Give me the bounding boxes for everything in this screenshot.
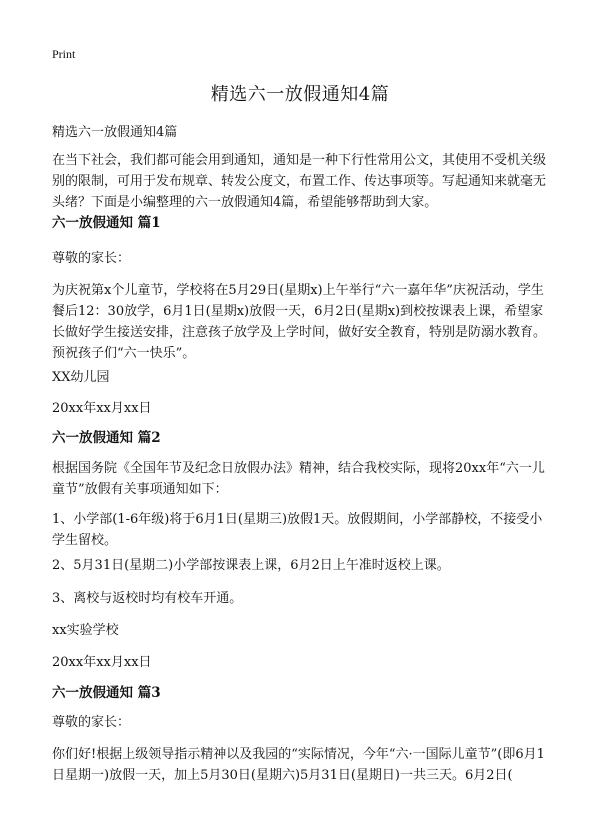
document-title: 精选六一放假通知4篇 (210, 84, 390, 105)
section2-date: 20xx年xx月xx日 (52, 655, 152, 670)
print-link[interactable]: Print (52, 47, 76, 61)
section-heading-2: 六一放假通知 篇2 (52, 430, 161, 446)
section-heading-1: 六一放假通知 篇1 (52, 215, 161, 231)
section1-body: 为庆祝第x个儿童节，学校将在5月29日(星期x)上午举行“六一嘉年华”庆祝活动，学生餐后12：30放学，6月1日(星期x)放假一天，6月2日(星期x)到校按课表上课，希望家长做好学生接送安排，注意孩子放学及上学时间，做好安全教育，特别是防溺水教育。预祝孩子们“六一快乐”。 (52, 283, 547, 361)
section-heading-3: 六一放假通知 篇3 (52, 685, 161, 701)
intro-paragraph: 在当下社会，我们都可能会用到通知，通知是一种下行性常用公文，其使用不受机关级别的限制，可用于发布规章、转发公度文，布置工作、传达事项等。写起通知来就毫无头绪？下面是小编整理的六一放假通知4篇，希望能够帮助到大家。 (52, 153, 547, 210)
section3-body: 你们好!根据上级领导指示精神以及我园的“实际情况，今年“六·一国际儿童节”(即6月1日星期一)放假一天，加上5月30日(星期六)5月31日(星期日)一共三天。6月2日( (52, 747, 545, 783)
section1-signature: XX幼儿园 (52, 370, 110, 385)
section1-date: 20xx年xx月xx日 (52, 401, 152, 416)
section1-greeting: 尊敬的家长： (52, 251, 131, 266)
section2-item-3: 3、离校与返校时均有校车开通。 (52, 591, 243, 606)
section2-signature: xx实验学校 (52, 623, 119, 638)
subtitle-text: 精选六一放假通知4篇 (52, 125, 178, 140)
section2-item-2: 2、5月31日(星期二)小学部按课表上课，6月2日上午准时返校上课。 (52, 558, 450, 573)
section2-body: 根据国务院《全国年节及纪念日放假办法》精神，结合我校实际，现将20xx年“六一儿童节”放假有关事项通知如下： (52, 461, 545, 497)
section3-greeting: 尊敬的家长： (52, 715, 131, 730)
section2-item-1: 1、小学部(1-6年级)将于6月1日(星期三)放假1天。放假期间，小学部静校，不接受小学生留校。 (52, 512, 543, 548)
